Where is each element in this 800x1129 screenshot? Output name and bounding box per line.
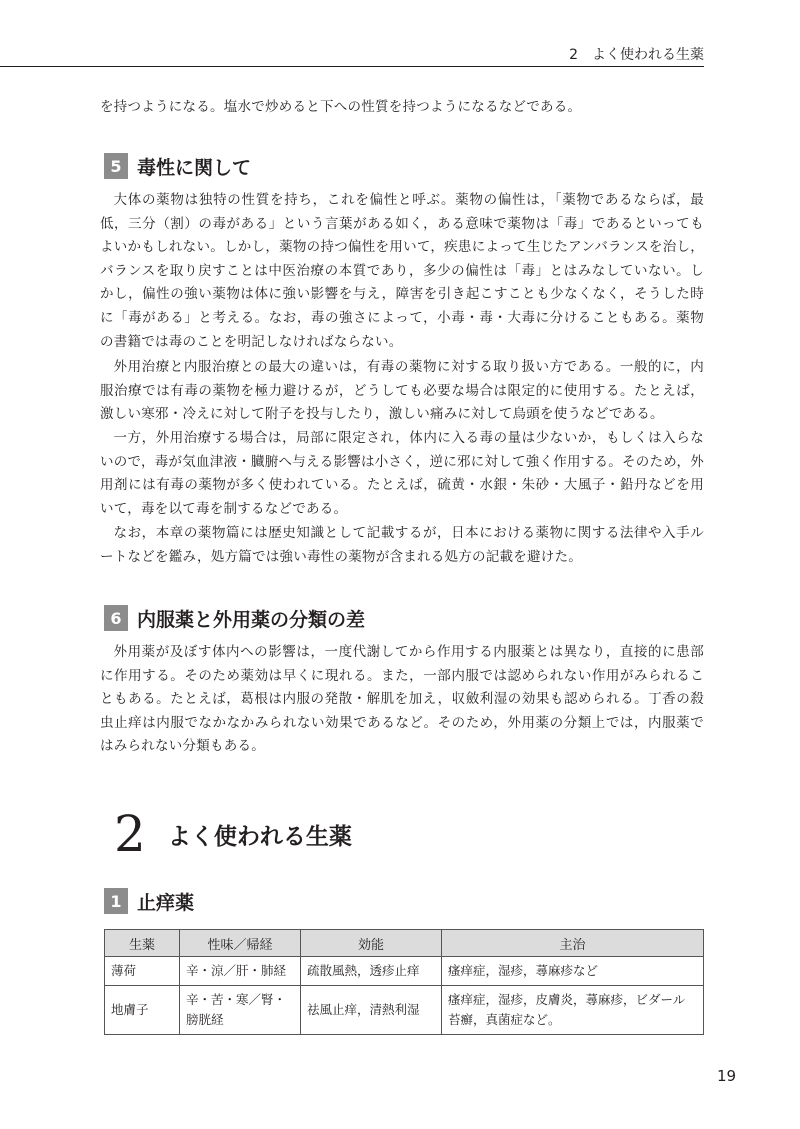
chapter-heading <box>114 806 352 862</box>
table-row <box>105 986 704 1035</box>
body-paragraph: 外用薬が及ぼす体内への影響は，一度代謝してから作用する内服薬とは異なり，直接的に患部に作用する。そのため薬効は早くに現れる。また，一部内服では認められない作用がみられることもある。たとえば，葛根は内服の発散・解肌を加え，収斂利湿の効果も認められる。丁香の殺虫止痒は内服でなかなかみられない効果であるなど。そのため，外用薬の分類上では，内服薬ではみられない分類もある。 <box>100 644 704 755</box>
cell-herb: 薄荷 <box>105 957 180 986</box>
column-header-efficacy: 効能 <box>301 930 442 957</box>
section-title: 内服薬と外用薬の分類の差 <box>137 608 366 631</box>
body-paragraph: なお，本章の薬物篇には歴史知識として記載するが，日本における薬物に関する法律や入手ルートなどを鑑み，処方篇では強い毒性の薬物が含まれる処方の記載を避けた。 <box>100 525 704 565</box>
running-head-text <box>569 44 704 64</box>
column-header-herb: 生薬 <box>105 930 180 957</box>
cell-indication: 瘙痒症，湿疹，皮膚炎，蕁麻疹，ビダール苔癬，真菌症など。 <box>442 986 704 1035</box>
intro-paragraph: を持つようになる。塩水で炒めると下への性質を持つようになるなどである。 <box>100 99 582 115</box>
section-number-badge: 5 <box>104 153 128 179</box>
body-paragraph: 大体の薬物は独特の性質を持ち，これを偏性と呼ぶ。薬物の偏性は，「薬物であるならば，最低，三分（割）の毒がある」という言葉がある如く，ある意味で薬物は「毒」であるといってもよいかもしれない。しかし，薬物の持つ偏性を用いて，疾患によって生じたアンバランスを治し，バランスを取り戻すことは中医治療の本質であり，多少の偏性は「毒」とはみなしていない。しかし，偏性の強い薬物は体に強い影響を与え，障害を引き起こすことも少なくなく，そうした時に「毒がある」と考える。なお，毒の強さによって，小毒・毒・大毒に分けることもある。薬物の書籍では毒のことを明記しなければならない。 <box>100 192 704 350</box>
table-row <box>105 957 704 986</box>
page-number: 19 <box>717 1067 737 1085</box>
subsection-heading-1 <box>104 888 194 914</box>
column-header-nature: 性味／帰経 <box>180 930 301 957</box>
cell-nature: 辛・涼／肝・肺経 <box>180 957 301 986</box>
cell-efficacy: 祛風止痒，清熱利湿 <box>301 986 442 1035</box>
section-number-badge: 1 <box>104 888 128 914</box>
chapter-title: よく使われる生薬 <box>167 823 352 850</box>
body-paragraph: 外用治療と内服治療との最大の違いは，有毒の薬物に対する取り扱い方である。一般的に，内服治療では有毒の薬物を極力避けるが，どうしても必要な場合は限定的に使用する。たとえば，激しい寒邪・冷えに対して附子を投与したり，激しい痛みに対して烏頭を使うなどである。 <box>100 359 704 423</box>
header-rule <box>0 66 704 67</box>
running-head-title: よく使われる生薬 <box>592 47 704 63</box>
column-header-indication: 主治 <box>442 930 704 957</box>
cell-nature: 辛・苦・寒／腎・膀胱経 <box>180 986 301 1035</box>
section-heading-5 <box>104 153 251 179</box>
running-head <box>0 0 800 66</box>
section-number-badge: 6 <box>104 605 128 631</box>
table-header-row <box>105 930 704 957</box>
section-heading-6 <box>104 605 365 631</box>
running-head-number: 2 <box>569 47 578 63</box>
cell-indication: 瘙痒症，湿疹，蕁麻疹など <box>442 957 704 986</box>
body-paragraph: 一方，外用治療する場合は，局部に限定され，体内に入る毒の量は少ないか，もしくは入らないので，毒が気血津液・臓腑へ与える影響は小さく，逆に邪に対して強く作用する。そのため，外用剤には有毒の薬物が多く使われている。たとえば，硫黄・水銀・朱砂・大風子・鉛丹などを用いて，毒を以て毒を制するなどである。 <box>100 430 704 517</box>
section-title: 止痒薬 <box>137 891 195 914</box>
chapter-number: 2 <box>114 805 146 863</box>
cell-herb: 地膚子 <box>105 986 180 1035</box>
herb-table <box>104 929 704 1035</box>
section-title: 毒性に関して <box>137 156 252 179</box>
cell-efficacy: 疏散風熱，透疹止痒 <box>301 957 442 986</box>
